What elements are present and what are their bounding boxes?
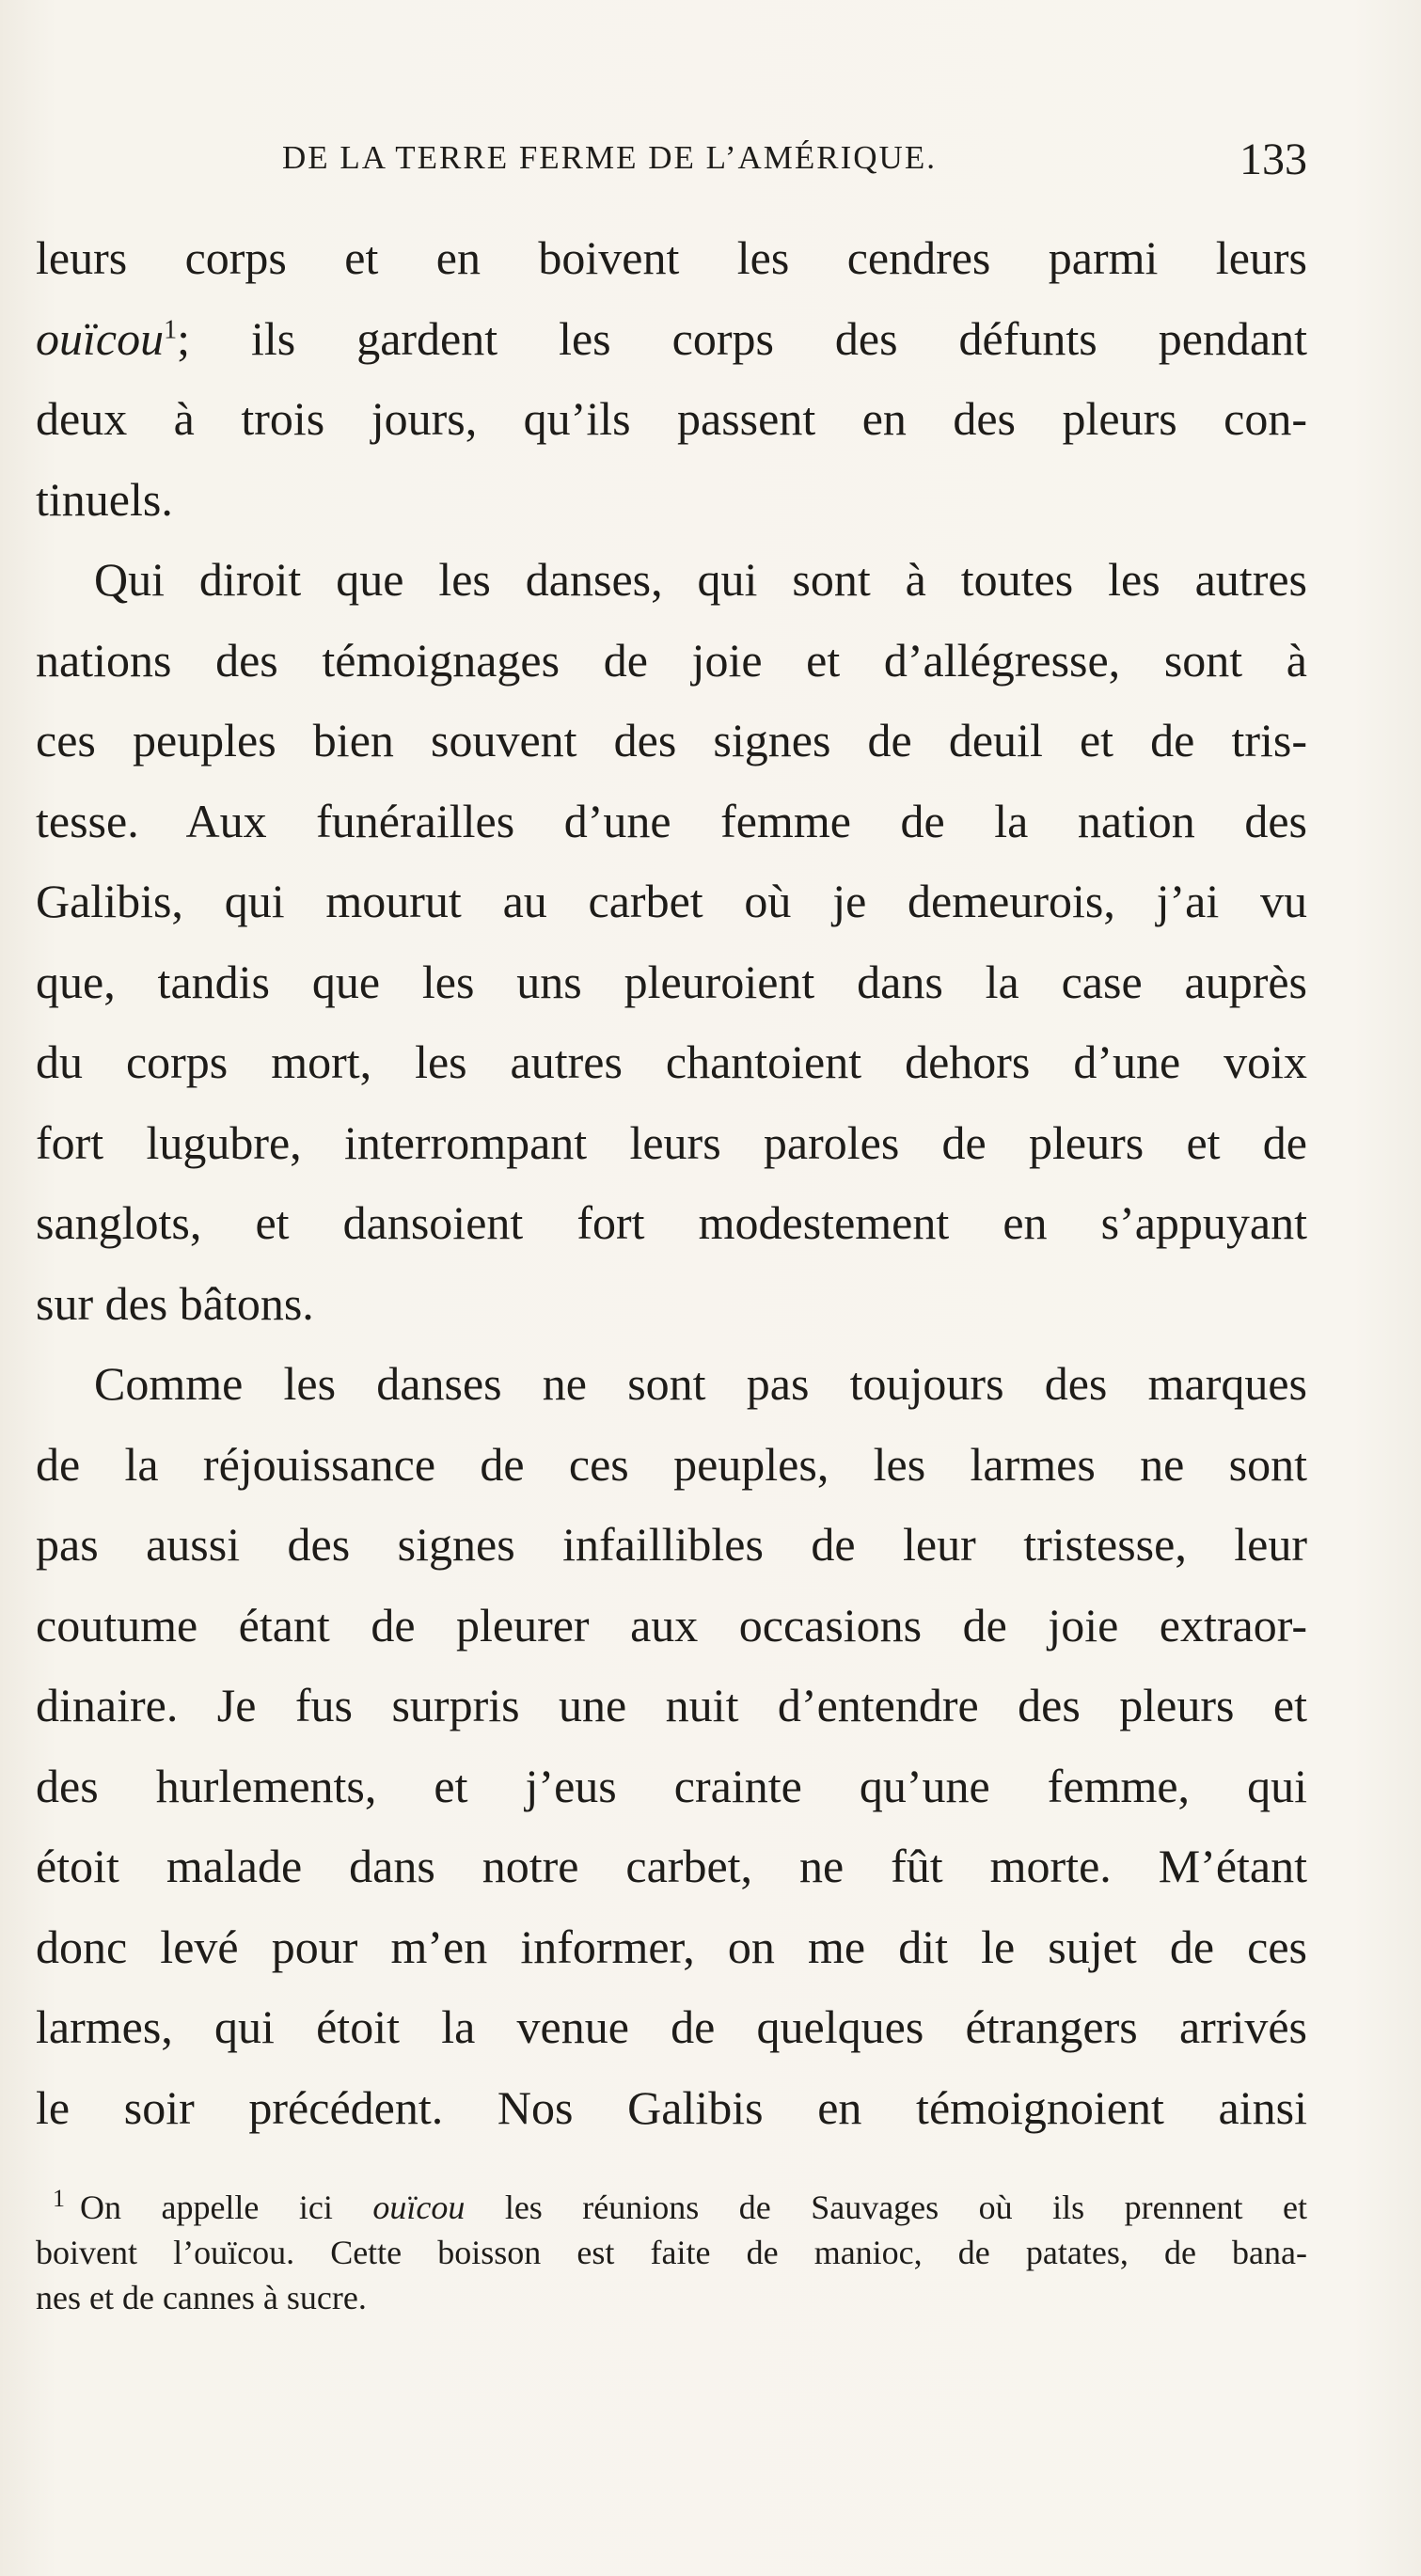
- text-line: larmes, qui étoit la venue de quelques étrangers arrivés: [36, 2000, 1307, 2053]
- text-line: leurs corps et en boivent les cendres parmi leurs: [36, 231, 1307, 284]
- text-line: donc levé pour m’en informer, on me dit le sujet de ces: [36, 1920, 1307, 1973]
- text-line: sanglots, et dansoient fort modestement en s’appuyant: [36, 1196, 1307, 1249]
- paragraph-1: [36, 218, 1307, 540]
- paragraph-2: [36, 540, 1307, 1344]
- text-line: tinuels.: [36, 472, 173, 526]
- text-line: pas aussi des signes infaillibles de leur tristesse, leur: [36, 1518, 1307, 1571]
- text-span: les réunions de Sauvages où ils prennent et: [465, 2189, 1308, 2226]
- footnote-line: nes et de cannes à sucre.: [36, 2279, 367, 2316]
- footnote-line: [36, 2185, 1307, 2230]
- italic-term: ouïcou: [372, 2189, 466, 2226]
- page-header: [282, 134, 1307, 196]
- text-line: fort lugubre, interrompant leurs paroles de pleurs et de: [36, 1115, 1307, 1169]
- text-line: étoit malade dans notre carbet, ne fût morte. M’étant: [36, 1840, 1307, 1892]
- text-line: que, tandis que les uns pleuroient dans la case auprès: [36, 955, 1307, 1008]
- text-line: dinaire. Je fus surpris une nuit d’entendre des pleurs et: [36, 1679, 1307, 1731]
- footnote-reference[interactable]: 1: [164, 314, 178, 344]
- paragraph-3: [36, 1344, 1307, 2148]
- footnote-1: [36, 2185, 1307, 2320]
- text-line: nations des témoignages de joie et d’allégresse, sont à: [36, 633, 1307, 687]
- text-line: [36, 299, 1307, 380]
- text-line: du corps mort, les autres chantoient dehors d’une voix: [36, 1035, 1307, 1088]
- text-line: deux à trois jours, qu’ils passent en des pleurs con-: [36, 392, 1307, 445]
- footnote-mark: 1: [53, 2185, 65, 2212]
- text-line: de la réjouissance de ces peuples, les larmes ne sont: [36, 1437, 1307, 1491]
- text-line: Qui diroit que les danses, qui sont à toutes les autres: [94, 553, 1307, 606]
- text-line: Comme les danses ne sont pas toujours des marques: [94, 1357, 1307, 1410]
- text-line: sur des bâtons.: [36, 1276, 314, 1330]
- footnote-line: boivent l’ouïcou. Cette boisson est faite de manioc, de patates, de bana-: [36, 2234, 1307, 2271]
- page-number: 133: [1239, 134, 1307, 184]
- italic-term: ouïcou: [36, 311, 165, 365]
- text-line: des hurlements, et j’eus crainte qu’une femme, qui: [36, 1759, 1307, 1812]
- text-line: ces peuples bien souvent des signes de deuil et de tris-: [36, 714, 1307, 766]
- text-line: le soir précédent. Nos Galibis en témoignoient ainsi: [36, 2080, 1307, 2134]
- footnotes: [36, 2185, 1307, 2320]
- body-text: [36, 218, 1307, 2148]
- text-span: On appelle ici: [80, 2189, 373, 2226]
- running-head: DE LA TERRE FERME DE L’AMÉRIQUE.: [282, 139, 937, 176]
- text-line: tesse. Aux funérailles d’une femme de la nation des: [36, 794, 1307, 847]
- text-line: Galibis, qui mourut au carbet où je demeurois, j’ai vu: [36, 875, 1307, 927]
- text-span: ; ils gardent les corps des défunts pendant: [177, 311, 1307, 365]
- text-line: coutume étant de pleurer aux occasions de joie extraor-: [36, 1598, 1307, 1651]
